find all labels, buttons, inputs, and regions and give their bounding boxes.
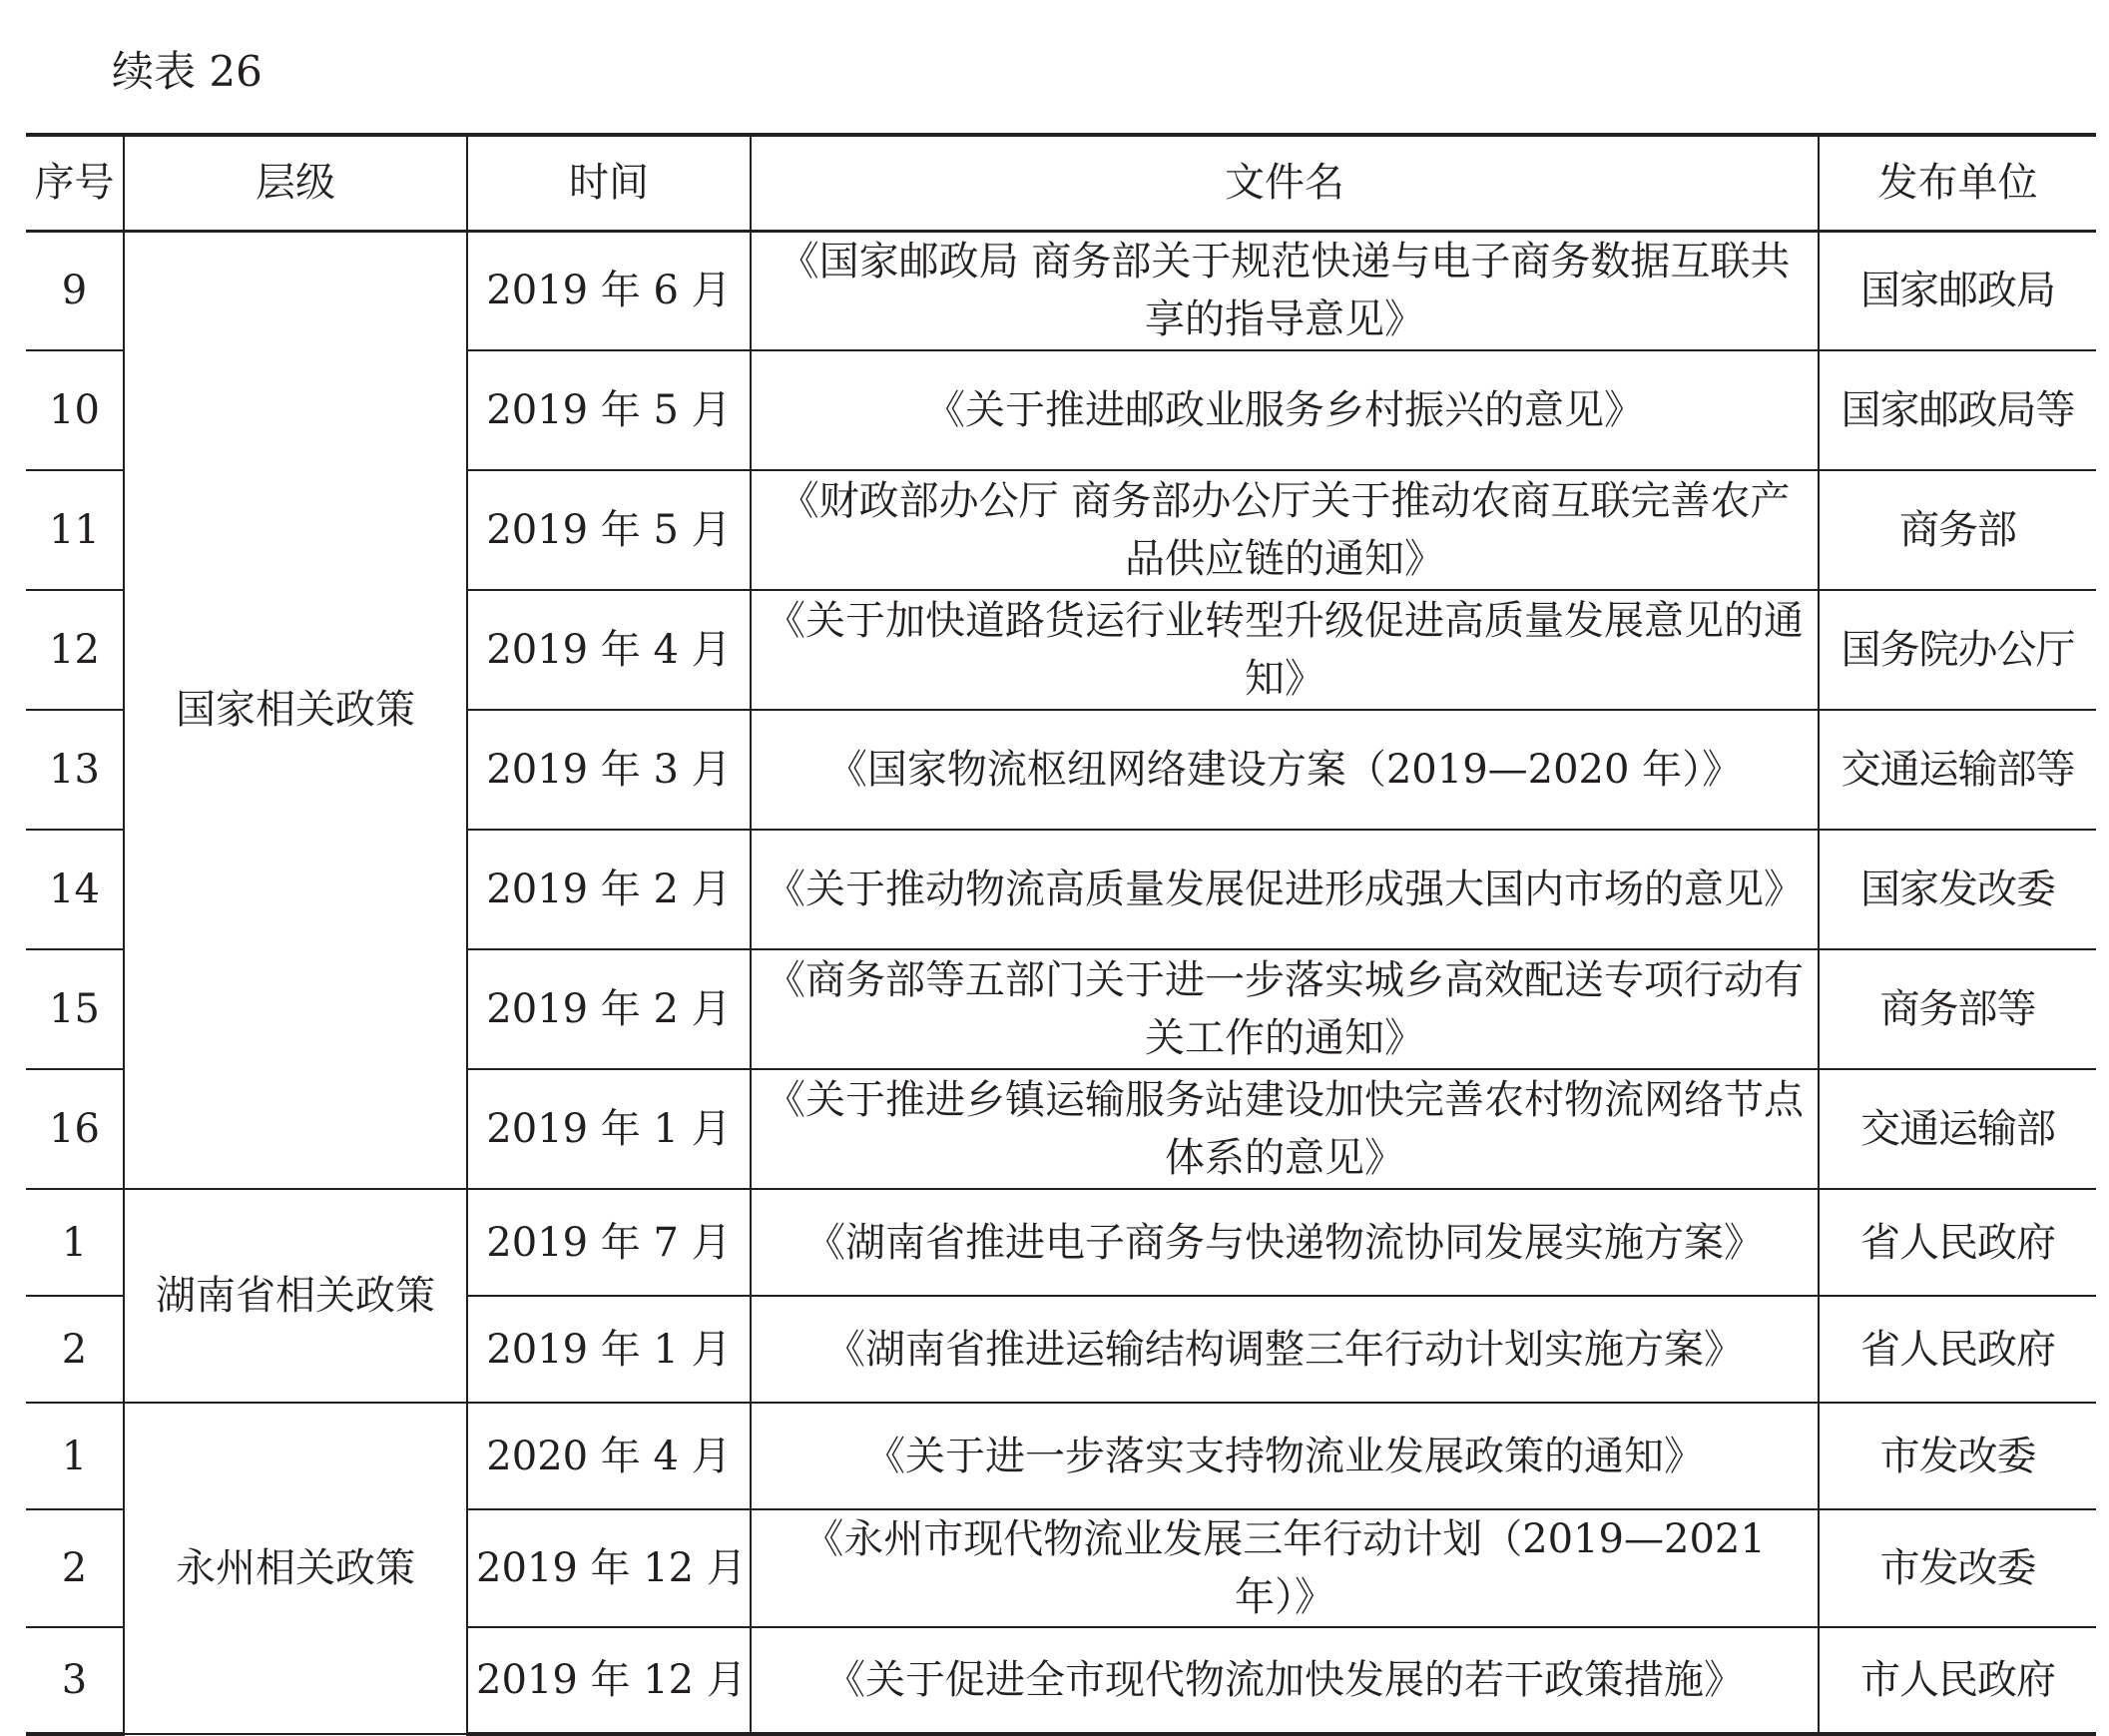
- level-cell-yongzhou: 永州相关政策: [124, 1403, 467, 1734]
- time-cell: 2019 年 1 月: [467, 1069, 751, 1189]
- file-cell: 《关于推进邮政业服务乡村振兴的意见》: [751, 350, 1819, 470]
- table-row: [26, 1189, 2096, 1296]
- file-cell: 《关于进一步落实支持物流业发展政策的通知》: [751, 1403, 1819, 1509]
- seq-cell: 9: [26, 231, 124, 350]
- time-cell: 2019 年 5 月: [467, 350, 751, 470]
- seq-cell: 12: [26, 590, 124, 710]
- unit-cell: 交通运输部: [1819, 1069, 2096, 1189]
- unit-cell: 国家邮政局: [1819, 231, 2096, 350]
- level-cell-hunan: 湖南省相关政策: [124, 1189, 467, 1403]
- time-cell: 2019 年 7 月: [467, 1189, 751, 1296]
- unit-cell: 国家发改委: [1819, 830, 2096, 949]
- policy-table: [26, 133, 2096, 1736]
- time-cell: 2019 年 12 月: [467, 1509, 751, 1627]
- unit-cell: 市发改委: [1819, 1403, 2096, 1509]
- seq-cell: 10: [26, 350, 124, 470]
- file-cell: 《湖南省推进电子商务与快递物流协同发展实施方案》: [751, 1189, 1819, 1296]
- time-cell: 2019 年 3 月: [467, 710, 751, 830]
- header-seq: 序号: [26, 135, 124, 231]
- file-cell: 《国家物流枢纽网络建设方案（2019—2020 年）》: [751, 710, 1819, 830]
- file-cell: 《关于推动物流高质量发展促进形成强大国内市场的意见》: [751, 830, 1819, 949]
- file-cell: 《永州市现代物流业发展三年行动计划（2019—2021 年）》: [751, 1509, 1819, 1627]
- file-cell: 《湖南省推进运输结构调整三年行动计划实施方案》: [751, 1296, 1819, 1403]
- header-unit: 发布单位: [1819, 135, 2096, 231]
- time-cell: 2019 年 1 月: [467, 1296, 751, 1403]
- seq-cell: 3: [26, 1627, 124, 1734]
- table-row: [26, 231, 2096, 350]
- header-time: 时间: [467, 135, 751, 231]
- seq-cell: 14: [26, 830, 124, 949]
- unit-cell: 交通运输部等: [1819, 710, 2096, 830]
- time-cell: 2019 年 4 月: [467, 590, 751, 710]
- level-cell-national: 国家相关政策: [124, 231, 467, 1189]
- unit-cell: 商务部: [1819, 470, 2096, 590]
- time-cell: 2019 年 12 月: [467, 1627, 751, 1734]
- seq-cell: 2: [26, 1509, 124, 1627]
- seq-cell: 15: [26, 949, 124, 1069]
- table-header-row: [26, 135, 2096, 231]
- file-cell: 《商务部等五部门关于进一步落实城乡高效配送专项行动有关工作的通知》: [751, 949, 1819, 1069]
- table-row: [26, 1403, 2096, 1509]
- time-cell: 2019 年 5 月: [467, 470, 751, 590]
- seq-cell: 13: [26, 710, 124, 830]
- unit-cell: 国务院办公厅: [1819, 590, 2096, 710]
- unit-cell: 商务部等: [1819, 949, 2096, 1069]
- unit-cell: 省人民政府: [1819, 1189, 2096, 1296]
- seq-cell: 11: [26, 470, 124, 590]
- seq-cell: 2: [26, 1296, 124, 1403]
- table-caption: 续表 26: [112, 47, 263, 96]
- time-cell: 2019 年 2 月: [467, 830, 751, 949]
- unit-cell: 国家邮政局等: [1819, 350, 2096, 470]
- unit-cell: 省人民政府: [1819, 1296, 2096, 1403]
- file-cell: 《国家邮政局 商务部关于规范快递与电子商务数据互联共享的指导意见》: [751, 231, 1819, 350]
- time-cell: 2019 年 2 月: [467, 949, 751, 1069]
- time-cell: 2020 年 4 月: [467, 1403, 751, 1509]
- seq-cell: 1: [26, 1403, 124, 1509]
- seq-cell: 16: [26, 1069, 124, 1189]
- seq-cell: 1: [26, 1189, 124, 1296]
- header-file: 文件名: [751, 135, 1819, 231]
- file-cell: 《关于推进乡镇运输服务站建设加快完善农村物流网络节点体系的意见》: [751, 1069, 1819, 1189]
- file-cell: 《关于促进全市现代物流加快发展的若干政策措施》: [751, 1627, 1819, 1734]
- header-level: 层级: [124, 135, 467, 231]
- file-cell: 《财政部办公厅 商务部办公厅关于推动农商互联完善农产品供应链的通知》: [751, 470, 1819, 590]
- file-cell: 《关于加快道路货运行业转型升级促进高质量发展意见的通知》: [751, 590, 1819, 710]
- unit-cell: 市发改委: [1819, 1509, 2096, 1627]
- unit-cell: 市人民政府: [1819, 1627, 2096, 1734]
- time-cell: 2019 年 6 月: [467, 231, 751, 350]
